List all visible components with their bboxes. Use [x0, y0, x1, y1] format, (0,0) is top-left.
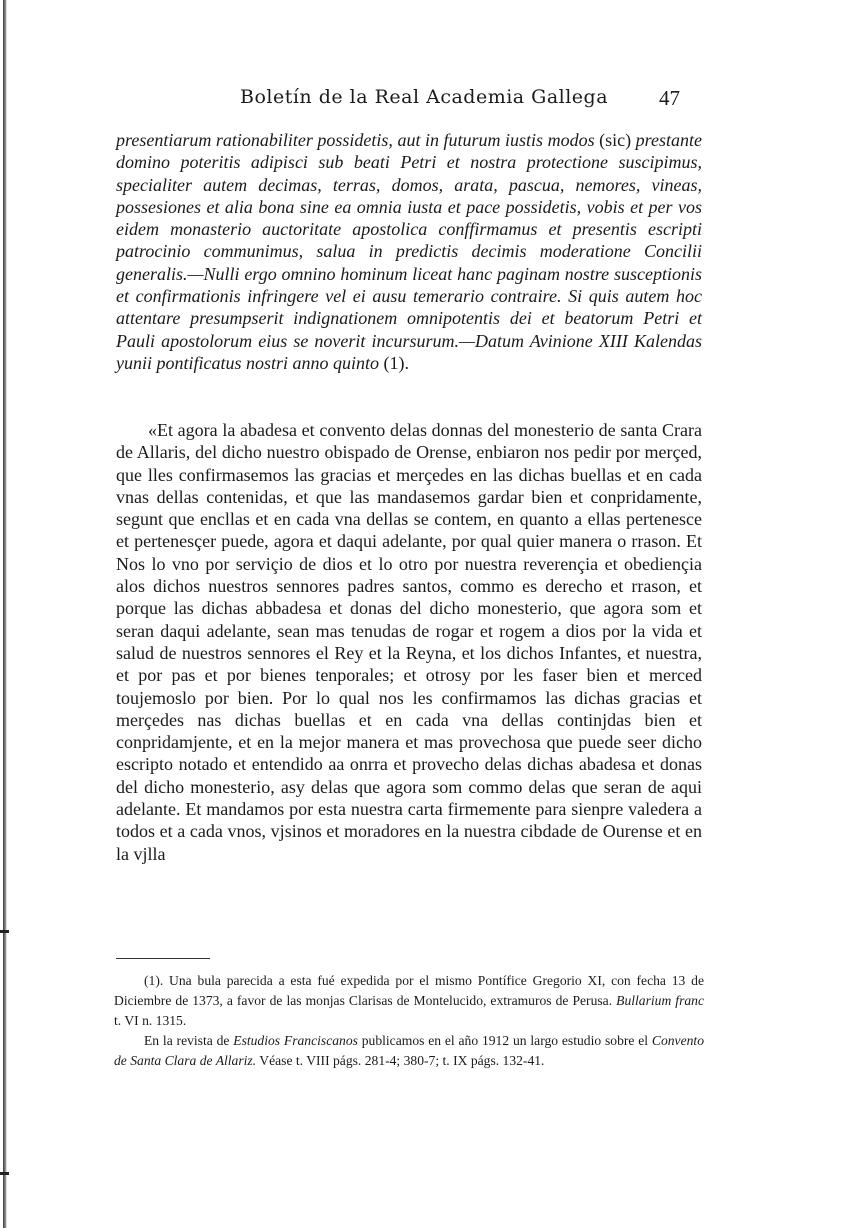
footnote-2-text-a: En la revista de [144, 1033, 234, 1048]
footnote-2-text-c: Véase t. VIII págs. 281-4; 380-7; t. IX págs. 132-41. [256, 1053, 545, 1068]
page-number: 47 [659, 86, 680, 110]
running-header [240, 86, 680, 116]
page-binding-edge [3, 0, 7, 1228]
footnote-1-work: Bullarium franc [616, 993, 704, 1008]
footnote-reference[interactable]: (1). [383, 352, 410, 373]
footnote-2-text-b: publicamos en el año 1912 un largo estudio sobre el [357, 1033, 652, 1048]
latin-text: presentiarum rationabiliter possidetis, aut in futurum iustis modos [116, 130, 600, 150]
footnote-1-text: Una bula parecida a esta fué expedida por el mismo Pontífice Gregorio XI, con fecha 13 de Diciembre de 1373, a favor de las monjas Clarisas de Montelucido, extramuros de Perusa. [114, 973, 704, 1008]
footnote-1 [114, 971, 704, 1031]
binding-mark [0, 1172, 9, 1175]
footnote-1-ref: t. VI n. 1315. [114, 1013, 187, 1028]
latin-paragraph [116, 129, 702, 374]
footnote-separator [116, 958, 210, 959]
footnote-1-marker: (1). [144, 973, 164, 988]
footnote-2 [114, 1031, 704, 1071]
castilian-paragraph: «Et agora la abadesa et convento delas donnas del monesterio de santa Crara de Allaris, del dicho nuestro obispado de Orense, enbiaron nos pedir por merçed, que lles confirmasemos las gracias et merçedes en las dichas buellas et en cada vnas dellas contenidas, et que las mandasemos gardar bien et conpridamente, segunt que encllas et en cada vna dellas se contem, en quanto a ellas pertenesce et pertenesçer puede, agora et daqui adelante, por qual quier manera o rrason. Et Nos lo vno por serviçio de dios et lo otro por nuestra reverençia et obediençia alos dichos nuestros sennores padres santos, commo es derecho et rrason, et porque las dichas abbadesa et donas del dicho monesterio, que agora som et seran daqui adelante, sean mas tenudas de rogar et rogem a dios por la vida et salud de nuestros sennores el Rey et la Reyna, et los dichos Infantes, et nuestra, et por pas et por bienes tenporales; et otrosy por les faser bien et merced toujemoslo por bien. Por lo qual nos les confirmamos las dichas gracias et merçedes nas dichas buellas et en cada vna dellas continjdas bien et conpridamjente, et en la mejor manera et mas provechosa que puede seer dicho escripto notado et entendido aa onrra et provecho delas dichas abadesa et donas del dicho monesterio, asy delas que agora som commo delas que seran de aqui adelante. Et mandamos por esta nuestra carta firmemente para sienpre valedera a todos et a cada vnos, vjsinos et moradores en la nuestra cibdade de Ourense et en la vjlla [116, 420, 702, 864]
journal-title: Boletín de la Real Academia Gallega [240, 86, 609, 108]
footnote-2-journal: Estudios Franciscanos [233, 1033, 358, 1048]
sic-mark: (sic) [599, 130, 632, 150]
latin-text-continued: prestante domino poteritis adipisci sub beati Petri et nostra protectione suscipimus, specialiter autem decimas, terras, domos, arata, pascua, nemores, vineas, possesiones et alia bona sine ea omnia iusta et pace possidetis, vobis et per vos eidem monasterio auctoritate apostolica conffirmamus et presentis escripti patrocinio communimus, salua in predictis decimis moderatione Concilii generalis.—Nulli ergo omnino hominum liceat hanc paginam nostre susceptionis et confirmationis infringere vel ei ausu temerario contraire. Si quis autem hoc attentare presumpserit indignationem omnipotentis dei et beatorum Petri et Pauli apostolorum eius se noverit incursurum.—Datum Avinione XIII Kalendas yunii pontificatus nostri anno quinto [116, 130, 702, 373]
footnote-2-title: Convento de Santa Clara de Allariz. [114, 1033, 704, 1068]
binding-mark [0, 930, 9, 933]
